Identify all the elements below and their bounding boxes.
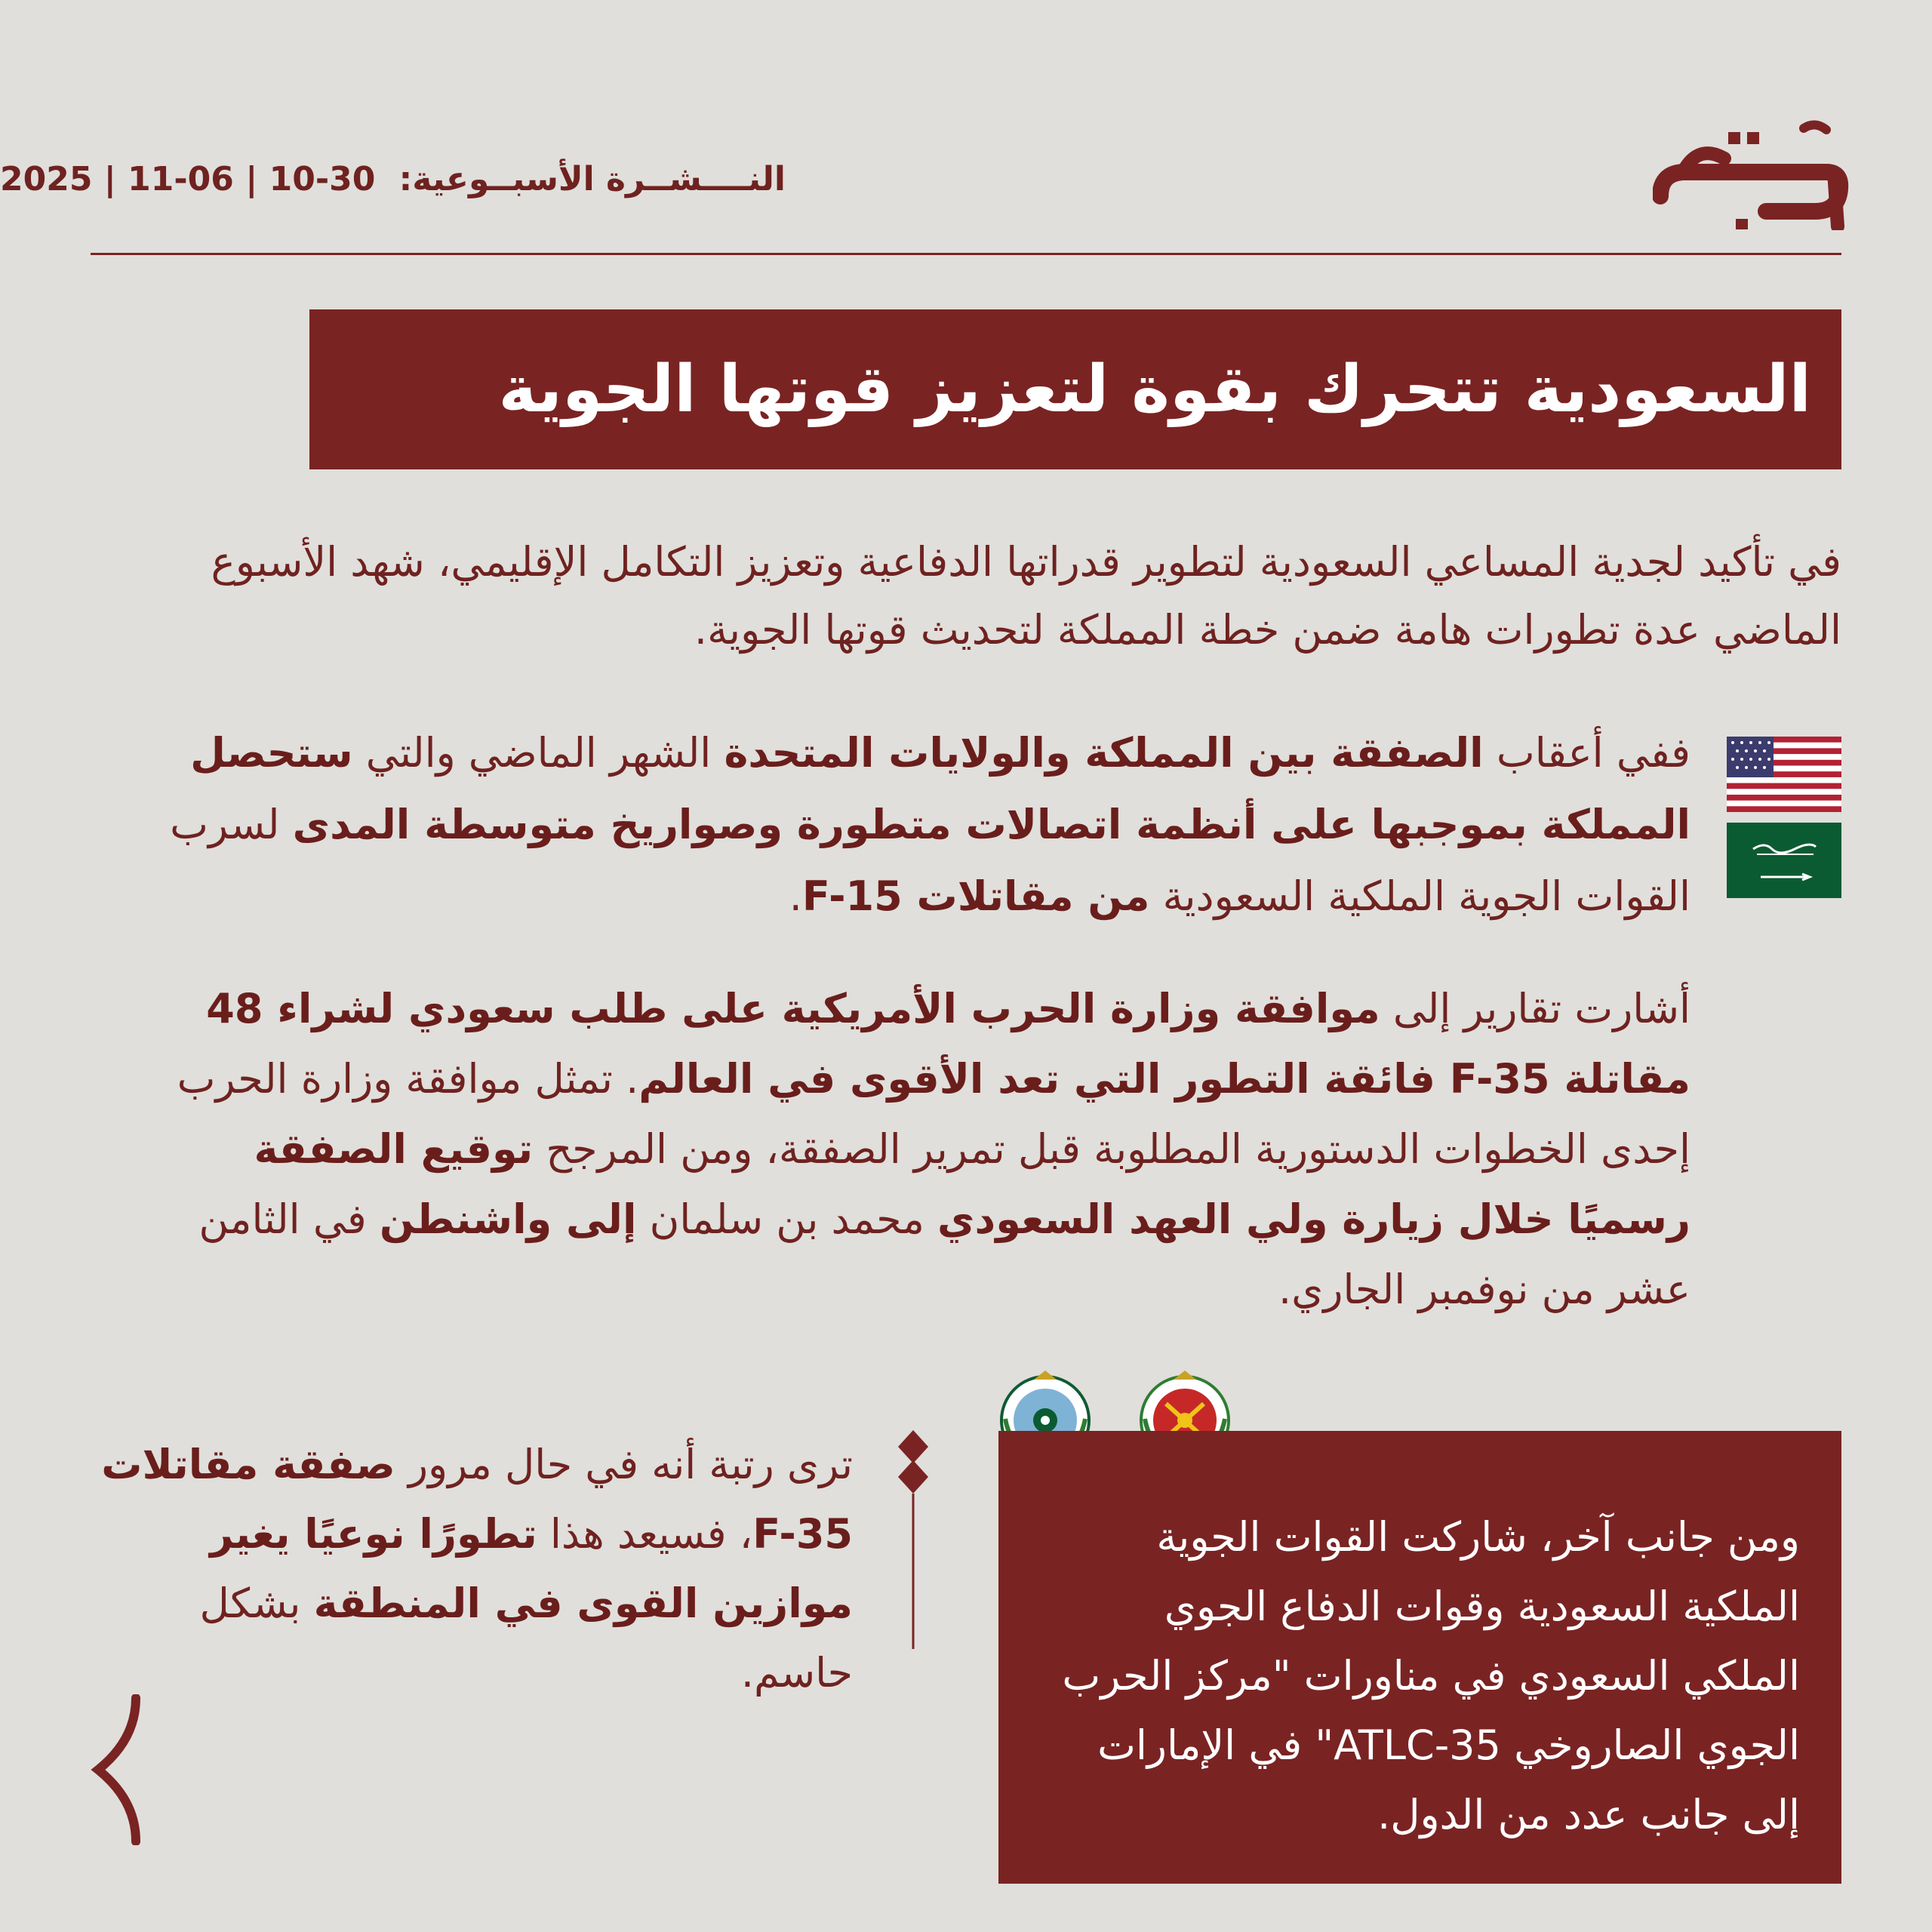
- opinion-bold-2: تطورًا نوعيًا يغير موازين القوى في المنطقة: [210, 1510, 853, 1627]
- f35-text-4: في الثامن عشر من نوفمبر الجاري.: [198, 1195, 1690, 1313]
- f35-paragraph: [143, 974, 1690, 1324]
- opinion-text-2: ، فسيعد هذا: [537, 1510, 753, 1558]
- deal-text-2: الشهر الماضي والتي: [352, 729, 724, 777]
- deal-text-1: ففي أعقاب: [1483, 729, 1690, 777]
- f35-text-2: . تمثل موافقة وزارة الحرب إحدى الخطوات الدستورية المطلوبة قبل تمرير الصفقة، ومن المرجح: [177, 1055, 1690, 1173]
- brand-logo-icon: [1653, 113, 1849, 230]
- deal-text-4: .: [789, 872, 802, 920]
- opinion-text-3: بشكل حاسم.: [199, 1580, 853, 1697]
- f35-bold-2: توقيع الصفقة رسميًا خلال زيارة ولي العهد السعودي: [254, 1125, 1690, 1243]
- newsletter-label: النــــشــرة الأسبــوعية:: [398, 160, 786, 198]
- intro-paragraph: في تأكيد لجدية المساعي السعودية لتطوير قدراتها الدفاعية وتعزيز التكامل الإقليمي، شهد الأسبوع الماضي عدة تطورات هامة ضمن خطة المملكة لتحديث قوتها الجوية.: [211, 538, 1841, 654]
- deal-text-3: لسرب القوات الجوية الملكية السعودية: [170, 801, 1690, 920]
- divider-ornament-icon: [894, 1430, 932, 1649]
- opinion-bold-1: صفقة مقاتلات F-35: [101, 1441, 853, 1558]
- exercise-text: ومن جانب آخر، شاركت القوات الجوية الملكية السعودية وقوات الدفاع الجوي الملكي السعودي في مناورات "مركز الحرب الجوي الصاروخي ATLC-35" في الإمارات إلى جانب عدد من الدول.: [1062, 1513, 1800, 1838]
- f35-bold-1: موافقة وزارة الحرب الأمريكية على طلب سعودي لشراء 48 مقاتلة F-35 فائقة التطور التي تعد الأقوى في العالم: [206, 985, 1690, 1103]
- deal-paragraph: [113, 717, 1690, 932]
- deal-bold-1: الصفقة بين المملكة والولايات المتحدة: [724, 729, 1484, 777]
- page-title: السعودية تتحرك بقوة لتعزيز قوتها الجوية: [498, 352, 1811, 427]
- deal-bold-3: من مقاتلات F-15: [801, 872, 1150, 920]
- opinion-text-1: ترى رتبة أنه في حال مرور: [395, 1441, 853, 1488]
- newsletter-date: [0, 160, 891, 198]
- f35-text-3: محمد بن سلمان: [636, 1195, 938, 1243]
- f35-text-1: أشارت تقارير إلى: [1380, 985, 1690, 1032]
- deal-bold-2: ستحصل المملكة بموجبها على أنظمة اتصالات متطورة وصواريخ متوسطة المدى: [190, 729, 1690, 848]
- bracket-icon: [83, 1694, 143, 1845]
- title-banner: [309, 309, 1841, 469]
- opinion-paragraph: [83, 1430, 853, 1708]
- saudi-flag-icon: [1727, 823, 1841, 898]
- us-flag-icon: [1727, 737, 1841, 812]
- exercise-box: [998, 1431, 1841, 1884]
- header-divider: [91, 253, 1841, 255]
- f35-bold-3: إلى واشنطن: [379, 1195, 637, 1243]
- date-range: 2025 | 11-06 | 10-30: [0, 160, 376, 198]
